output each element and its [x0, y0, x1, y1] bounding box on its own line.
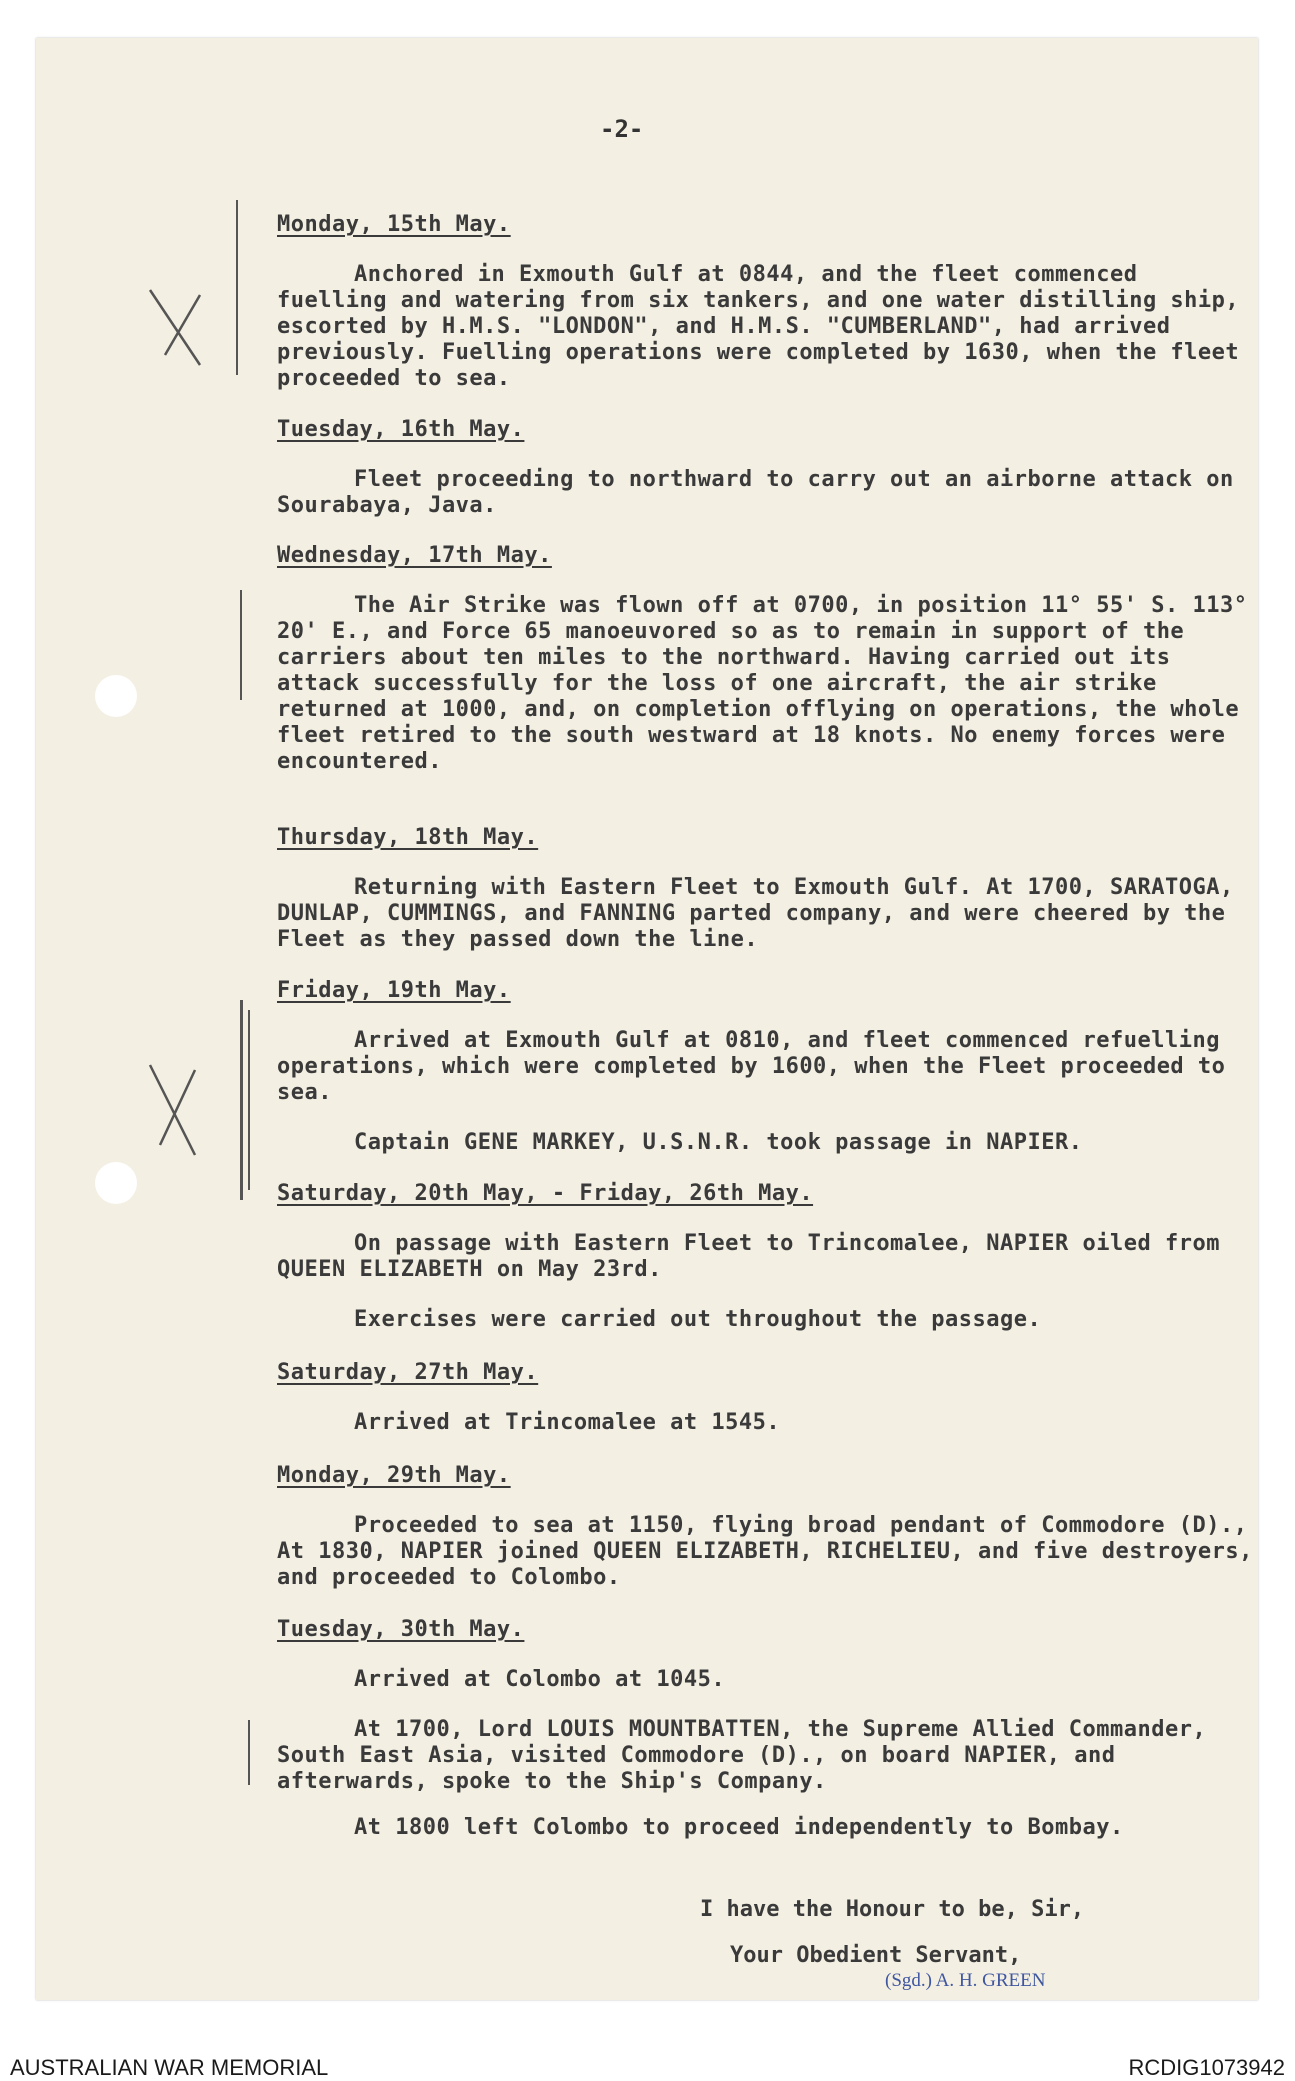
footer-record-id: RCDIG1073942 — [1128, 2055, 1285, 2080]
punch-hole-top — [95, 675, 137, 717]
entry-paragraph: At 1800 left Colombo to proceed independently to Bombay. — [354, 1815, 1124, 1840]
footer-institution: AUSTRALIAN WAR MEMORIAL — [10, 2055, 329, 2080]
entry-paragraph: Returning with Eastern Fleet to Exmouth Gulf. At 1700, SARATOGA, DUNLAP, CUMMINGS, and FANNING parted company, and were cheered by the Fleet as they passed down the line. — [277, 875, 1234, 952]
margin-line-5 — [248, 1720, 250, 1785]
entry-paragraph: Arrived at Trincomalee at 1545. — [354, 1410, 781, 1435]
entry-monday-29 — [277, 1463, 1257, 1591]
entry-saturday-20 — [277, 1181, 1257, 1333]
entry-heading: Thursday, 18th May. — [277, 825, 539, 850]
margin-line-3 — [240, 1000, 243, 1200]
entry-thursday-18 — [277, 825, 1257, 953]
entry-paragraph: Anchored in Exmouth Gulf at 0844, and the fleet commenced fuelling and watering from six tankers, and one water distilling ship, escorted by H.M.S. "LONDON", and H.M.S. "CUMBERLAND", had arrived previously. Fuelling operations were completed by 1630, when the fleet proceeded to sea. — [277, 262, 1240, 391]
signature-stamp: (Sgd.) A. H. GREEN — [885, 1970, 1046, 1991]
entry-tuesday-16 — [277, 417, 1257, 519]
entry-friday-19 — [277, 978, 1257, 1156]
entry-heading: Monday, 29th May. — [277, 1463, 511, 1488]
entry-heading: Tuesday, 16th May. — [277, 417, 525, 442]
entry-heading: Tuesday, 30th May. — [277, 1617, 525, 1642]
page-number: -2- — [600, 115, 644, 143]
entry-paragraph: On passage with Eastern Fleet to Trincomalee, NAPIER oiled from QUEEN ELIZABETH on May 23rd. — [277, 1231, 1220, 1282]
entry-heading: Monday, 15th May. — [277, 212, 511, 237]
entry-monday-15 — [277, 212, 1257, 392]
margin-x-mark-2 — [140, 1050, 220, 1160]
entry-saturday-27 — [277, 1360, 1257, 1436]
entry-heading: Friday, 19th May. — [277, 978, 511, 1003]
entry-paragraph: Captain GENE MARKEY, U.S.N.R. took passage in NAPIER. — [354, 1130, 1083, 1155]
margin-line-2 — [240, 590, 242, 700]
entry-heading: Wednesday, 17th May. — [277, 543, 552, 568]
margin-x-mark-1 — [140, 280, 220, 370]
entry-paragraph: Exercises were carried out throughout the passage. — [354, 1307, 1042, 1332]
entry-heading: Saturday, 20th May, - Friday, 26th May. — [277, 1181, 814, 1206]
entry-wednesday-17 — [277, 543, 1257, 775]
closing-servant: Your Obedient Servant, — [730, 1943, 1022, 1968]
closing-salutation: I have the Honour to be, Sir, — [700, 1897, 1085, 1922]
entry-paragraph: Arrived at Colombo at 1045. — [354, 1667, 726, 1692]
entry-paragraph: Proceeded to sea at 1150, flying broad pendant of Commodore (D)., At 1830, NAPIER joined QUEEN ELIZABETH, RICHELIEU, and five destroyers, and proceeded to Colombo. — [277, 1513, 1253, 1590]
entry-paragraph: The Air Strike was flown off at 0700, in position 11° 55' S. 113° 20' E., and Force 65 manoeuvored so as to remain in support of the carriers about ten miles to the northward. Having carried out its attack successfully for the loss of one aircraft, the air strike returned at 1000, and, on completion offlying on operations, the whole fleet retired to the south westward at 18 knots. No enemy forces were encountered. — [277, 593, 1248, 774]
entry-tuesday-30 — [277, 1617, 1257, 1841]
margin-line-4 — [248, 1010, 250, 1190]
entry-heading: Saturday, 27th May. — [277, 1360, 539, 1385]
punch-hole-bottom — [95, 1162, 137, 1204]
entry-paragraph: At 1700, Lord LOUIS MOUNTBATTEN, the Supreme Allied Commander, South East Asia, visited Commodore (D)., on board NAPIER, and afterwards, spoke to the Ship's Company. — [277, 1717, 1207, 1794]
margin-line-1 — [236, 200, 238, 375]
entry-paragraph: Arrived at Exmouth Gulf at 0810, and fleet commenced refuelling operations, which were completed by 1600, when the Fleet proceeded to sea. — [277, 1028, 1226, 1105]
entry-paragraph: Fleet proceeding to northward to carry out an airborne attack on Sourabaya, Java. — [277, 467, 1234, 518]
